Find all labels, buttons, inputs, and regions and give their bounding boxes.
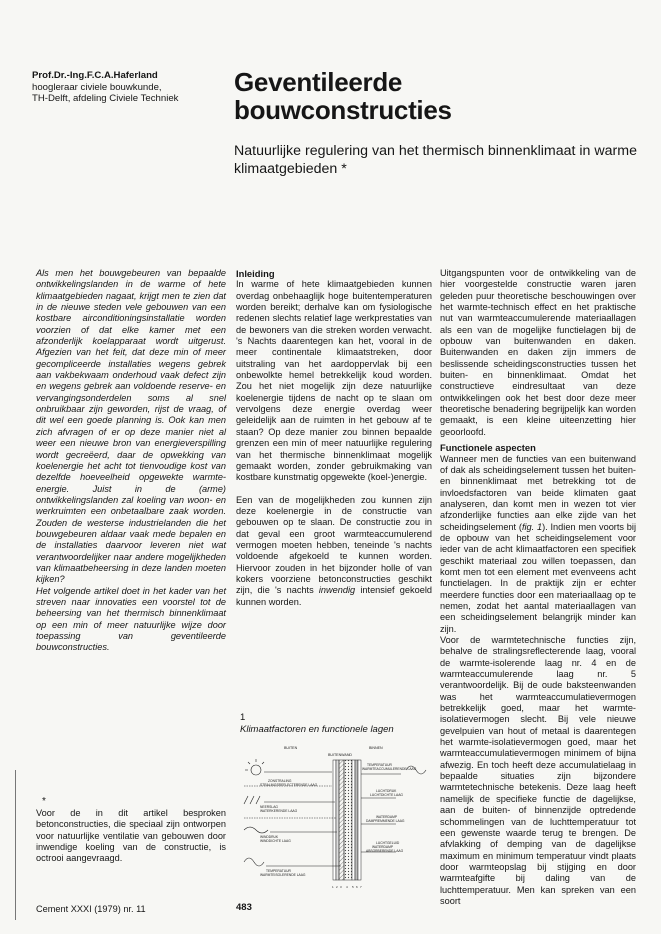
right-paragraph-2 (440, 454, 636, 636)
figure-diagram (236, 744, 436, 894)
svg-text:2: 2 (336, 885, 338, 889)
right-p2-b: ). Indien men voorts bij de opbouw van het scheidingselement voor ieder van de acht klimaatfactoren een specifiek geschikt materiaal zou willen toepassen, dan komt men tot een element met evenveens acht functielagen. In de praktijk zijn er echter meerdere functies door een materiaallaag op te nemen, zodat het aantal materiaallagen van een scheidingselement belangrijk minder kan zijn. (440, 521, 636, 634)
fig-left-label-2: NEERSLAG (260, 805, 278, 809)
fig-left-label-1: STRALINGSREFLECTERENDE LAAG (260, 783, 318, 787)
figure-number: 1 (240, 712, 246, 723)
fig-left-label-0: ZONSTRALING (268, 779, 292, 783)
author-name: Prof.Dr.-Ing.F.C.A.Haferland (32, 70, 158, 81)
inleiding-heading: Inleiding (236, 268, 275, 279)
fig-label-binnen: BINNEN (369, 746, 383, 750)
wind-icon (244, 827, 268, 833)
figure-caption: Klimaatfactoren en functionele lagen (240, 724, 394, 735)
svg-text:3: 3 (340, 885, 342, 889)
journal-footer: Cement XXXI (1979) nr. 11 (36, 904, 146, 914)
fig-left-label-3: WATERKERENDE LAAG (260, 809, 298, 813)
intro-paragraph-2: Het volgende artikel doet in het kader van het streven naar innovaties een voorstel tot de beheersing van het thermisch binnenklimaat op een min of meer natuurlijke wijze door toepassing van geventileerde bouwconstructies. (36, 585, 226, 653)
fig-left-label-5: WINDDICHTE LAAG (260, 839, 291, 843)
svg-text:5: 5 (352, 885, 354, 889)
fig-right-label-4: WATERDAMP (376, 815, 398, 819)
functionele-aspecten-heading: Functionele aspecten (440, 442, 536, 454)
footnote-text: Voor de in dit artikel besproken betonconstructies, die speciaal zijn ontworpen voor natuurlijke ventilatie van gebouwen door inwendige koeling van de constructie, is octrooi aangevraagd. (36, 808, 226, 864)
middle-column (236, 268, 432, 608)
climate-icons-right (361, 766, 426, 852)
inleiding-p2-emphasis: inwendig (318, 585, 356, 596)
page-number: 483 (236, 902, 252, 913)
inleiding-p2-a: Een van de mogelijkheden zou kunnen zijn deze koelenergie in de constructie van gebouwen op te slaan. De constructie zou in dat geval een groot warmteaccumulerend vermogen moeten hebben, teneinde 's nachts voldoende afgekoeld te kunnen worden. Hiervoor zouden in het bijzonder holle of van kokers voorziene betonconstructies geschikt zijn, die 's nachts (236, 494, 432, 596)
right-p2-a: Wanneer men de functies van een buitenwand of dak als scheidingselement tussen het buiten- en binnenklimaat met betrekking tot de invloedsfactoren van beide klimaten gaat analyseren, dan komt men in wezen tot vier afzonderlijke functies aan elke zijde van het scheidingselement ( (440, 453, 636, 532)
fig-left-label-4: WINDDRUK (260, 835, 279, 839)
wall-layers (333, 760, 361, 880)
intro-column (36, 268, 226, 654)
fig-left-label-6: TEMPERATUUR (266, 869, 291, 873)
fig-right-label-1: WARMTEACCUMULERENDE LAAG (362, 767, 417, 771)
article-subtitle: Natuurlijke regulering van het thermisch binnenklimaat in warme klimaatgebieden * (234, 143, 637, 177)
temperature-wave-icon (244, 858, 264, 866)
sun-icon (251, 765, 261, 775)
inleiding-paragraph-1: In warme of hete klimaatgebieden kunnen overdag onbehaaglijk hoge buitentemperaturen worden bereikt; derhalve kan om fysiologische redenen slechts relatief lage werkprestaties van de bewoners van die streken worden verwacht. 's Nachts daarentegen kan het, vooral in de meer continentale klimaatstreken, door uitstraling van het aardoppervlak bij een onbewolkte hemel betrekkelijk koud worden. Zou het niet mogelijk zijn deze natuurlijke koelenergie tijdens de nacht op te slaan om vervolgens deze energie overdag weer geleidelijk aan de ruimten in het gebouw af te staan? Op deze manier zou binnen bepaalde grenzen een min of meer natuurlijke regulering van het thermische binnenklimaat mogelijk gemaakt worden, zonder gebruikmaking van kostbare kunstmatig opgewekte (koel-)energie. (236, 279, 432, 483)
svg-text:7: 7 (360, 885, 362, 889)
title-line-1: Geventileerde (234, 67, 403, 97)
fig-right-label-7: WATERDAMP (372, 845, 394, 849)
author-affiliation-1: hoogleraar civiele bouwkunde, (32, 81, 162, 93)
fig-right-label-6: LUCHTGELUID (376, 841, 400, 845)
right-paragraph-3: Voor de warmtetechnische functies zijn, behalve de stralingsreflecterende laag, vooral de warmte-isolerende laag nr. 4 en de warmteaccumulerende laag nr. 5 verantwoordelijk. Bij de oude baksteenwanden was het warmteaccumulatievermogen betrekkelijk goed, maar het warmte-isolatievermogen slecht. Bij vele nieuwe gevelpuien van hout of metaal is daarentegen het warmte-isolatievermogen goed, maar het warmteaccumulatievermogen minimem of bijna afwezig. En toch heeft deze accumulatielaag in bepaalde situaties zijn bijzondere warmtetechnische betekenis. Deze laag heeft namelijk de specifieke functie de dagelijkse, aan de buiten- of binnenzijde optredende schommelingen van de luchttemperatuur tot een gewenste waarde terug te brengen. De afvlakking of demping van de dagelijkse maximum en minimum temperatuur vindt plaats door warmteopslag bij stijging en door warmteafgifte bij daling van de luchttemperatuur. Men kan spreken van een soort (440, 635, 636, 906)
fig-label-buiten: BUITEN (284, 746, 298, 750)
margin-line (15, 770, 16, 920)
intro-paragraph-1: Als men het bouwgebeuren van bepaalde ontwikkelingslanden in de warme of hete klimaatgebieden nagaat, krijgt men te zien dat in de nieuwe steden vele gebouwen van een kostbare airconditioningsinstallatie worden voorzien of dat elke kamer met een afzonderlijk koelapparaat wordt uitgerust. Afgezien van het feit, dat deze min of meer gecompliceerde installaties wegens gebrek aan vakbekwaam onderhoud vaak defect zijn en wegens gebrek aan voldoende reserve- en vervangingsonderdelen soms al snel onbruikbaar zijn geworden, rijst de vraag, of dit wel een goede planning is. Ook kan men zich afvragen of er op deze manier niet al weer een nieuwe bron van energieverspilling wordt gecreëerd, daar de opwekking van koelenergie het acht tot tienvoudige kost van dezelfde hoeveelheid opgewekte warmte-energie. Juist in de (arme) ontwikkelingslanden zal koeling van woon- en werkruimten een onbetaalbare zaak worden. Zouden de westerse industrielanden die het bouwgebeuren aldaar vaak mede bepalen en de installaties daarvoor leveren niet wat verantwoordelijker naar andere mogelijkheden van klimaatbeheersing in deze landen moeten kijken? (36, 268, 226, 585)
figure-reference: fig. 1 (521, 521, 543, 532)
fig-left-label-7: WARMTEISOLERENDE LAAG (260, 873, 306, 877)
right-paragraph-1: Uitgangspunten voor de ontwikkeling van de hier voorgestelde constructie waren jaren geleden puur theoretische beschouwingen over het warmte-technisch effect en het praktische nut van warmteaccumulerende materiaallagen als een van de mogelijke functielagen bij de opbouw van buitenwanden en daken. Buitenwanden en daken zijn immers de beslissende scheidingsconstructies tussen het buiten- en binnenklimaat. Omdat het constructieve eindresultaat van deze ontwikkelingen ook het best door deze meer theoretische benadering begrijpelijk kan worden gemaakt, is een kleine uiteenzetting hier geoorloofd. (440, 268, 636, 437)
fig-right-label-0: TEMPERATUUR (367, 763, 392, 767)
fig-label-buitenwand: BUITENWAND (328, 753, 353, 757)
author-block (32, 70, 217, 105)
fig-right-label-3: LUCHTDICHTE LAAG (370, 793, 403, 797)
svg-text:6: 6 (356, 885, 358, 889)
svg-text:1: 1 (332, 885, 334, 889)
article-title (234, 68, 634, 124)
title-line-2: bouwconstructies (234, 95, 452, 125)
fig-right-label-5: DAMPREMMENDE LAAG (366, 819, 405, 823)
svg-text:4: 4 (346, 885, 348, 889)
right-column (440, 268, 636, 907)
author-affiliation-2: TH-Delft, afdeling Civiele Techniek (32, 93, 179, 104)
inleiding-paragraph-2 (236, 495, 432, 608)
footnote-marker: * (42, 796, 46, 807)
inleiding-p2-b: intensief gekoeld kunnen worden. (236, 585, 432, 607)
fig-right-label-2: LUCHTDRUK (376, 789, 397, 793)
fig-right-label-8: ABSORBERENDE LAAG (366, 849, 404, 853)
rain-icon (244, 796, 248, 804)
